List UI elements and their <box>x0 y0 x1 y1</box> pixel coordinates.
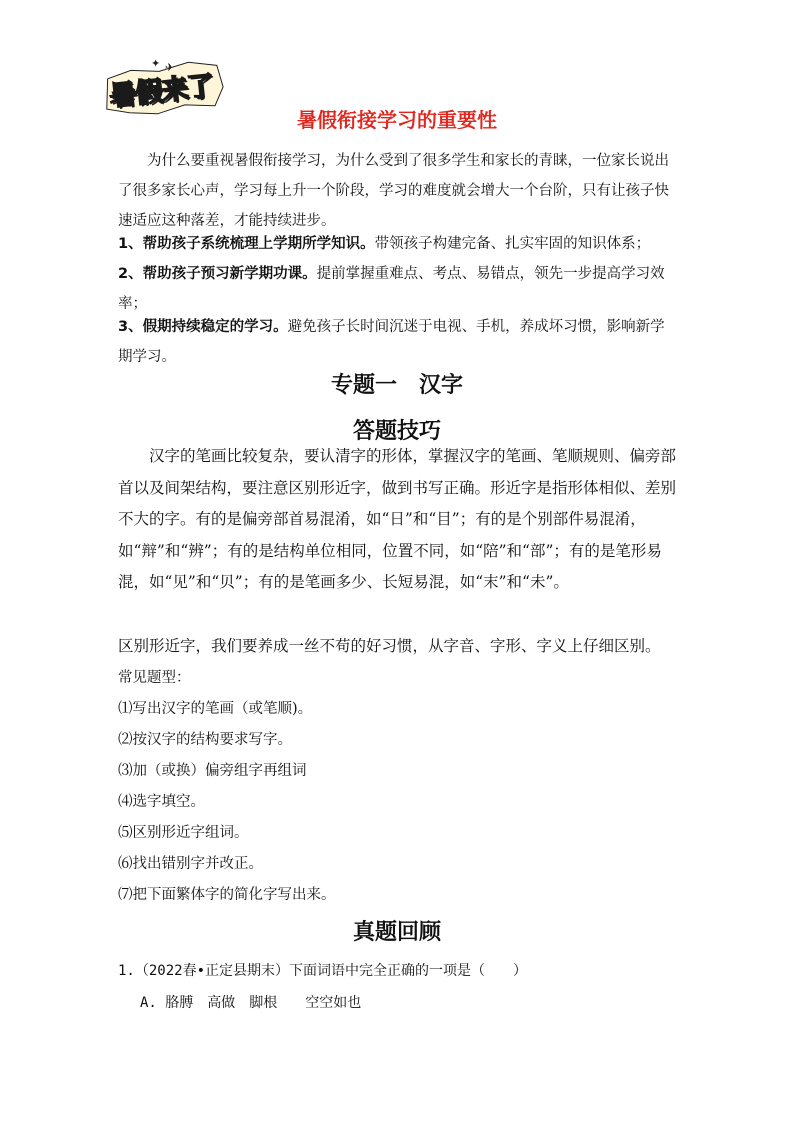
type-item-1: ⑴写出汉字的笔画（或笔顺)。 <box>118 701 313 717</box>
skills-paragraph: 汉字的笔画比较复杂，要认清字的形体，掌握汉字的笔画、笔顺规则、偏旁部首以及间架结构，要注意区别形近字，做到书写正确。形近字是指形体相似、差别不大的字。有的是偏旁部首易混淆，如“日”和“目”；有的是个别部件易混淆，如“辩”和“辨”；有的是结构单位相同，位置不同，如“陪”和“部”；有的是笔形易混，如“见”和“贝”；有的是笔画多少、长短易混，如“末”和“未”。 <box>118 447 677 591</box>
point-3-bold: 3、假期持续稳定的学习。 <box>118 319 288 335</box>
question-1-option-a: A. 胳膊 高做 脚根 空空如也 <box>140 995 362 1011</box>
point-3-text: 避免孩子长时间沉迷于电视、手机，养成坏习惯，影响新学期学习。 <box>118 319 665 365</box>
type-item-3: ⑶加（或换）偏旁组字再组词 <box>118 763 307 779</box>
plane-icon: ✈ <box>165 61 175 74</box>
type-item-4: ⑷选字填空。 <box>118 794 205 810</box>
review-heading: 真题回顾 <box>352 920 441 945</box>
sparkle-icon: ✦ <box>151 57 161 70</box>
question-1: 1.（2022春•正定县期末）下面词语中完全正确的一项是（ ） <box>118 963 527 979</box>
point-1-text: 带领孩子构建完备、扎实牢固的知识体系； <box>374 236 651 252</box>
point-2-text: 提前掌握重难点、考点、易错点，领先一步提高学习效率； <box>118 266 665 312</box>
point-2-bold: 2、帮助孩子预习新学期功课。 <box>118 266 317 282</box>
common-types-label: 常见题型： <box>118 670 191 686</box>
distinguish-text: 区别形近字，我们要养成一丝不苟的好习惯，从字音、字形、字义上仔细区别。 <box>118 637 661 655</box>
type-item-7: ⑺把下面繁体字的简化字写出来。 <box>118 887 336 903</box>
point-2 <box>118 259 678 319</box>
type-item-5: ⑸区别形近字组词。 <box>118 825 249 841</box>
logo-text: 暑假来了 <box>107 70 215 113</box>
skills-heading: 答题技巧 <box>352 419 441 444</box>
page-title: 暑假衔接学习的重要性 <box>297 108 497 132</box>
point-1-bold: 1、帮助孩子系统梳理上学期所学知识。 <box>118 236 375 252</box>
intro-paragraph: 为什么要重视暑假衔接学习，为什么受到了很多学生和家长的青睐，一位家长说出了很多家长心声，学习每上升一个阶段，学习的难度就会增大一个台阶，只有让孩子快速适应这种落差，才能持续进步。 <box>118 153 669 229</box>
type-item-2: ⑵按汉字的结构要求写字。 <box>118 732 292 748</box>
topic-heading: 专题一 汉字 <box>330 373 463 398</box>
point-1 <box>118 229 678 259</box>
type-item-6: ⑹找出错别字并改正。 <box>118 856 263 872</box>
point-3 <box>118 312 678 372</box>
